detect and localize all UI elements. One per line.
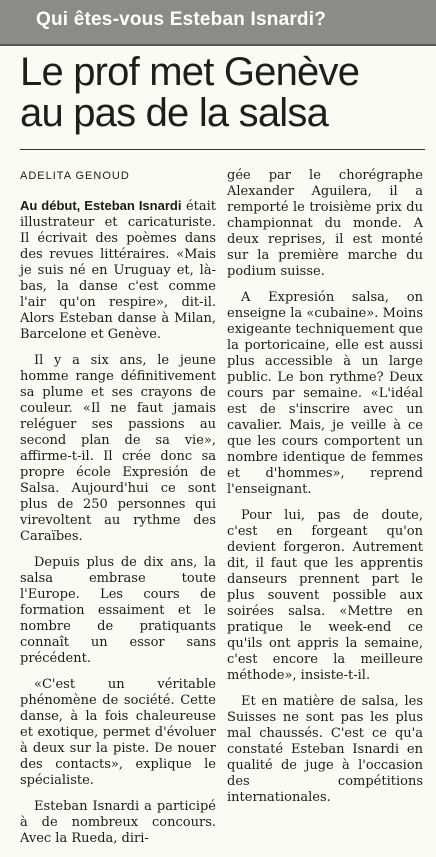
lead-in: Au début, Esteban Isnardi — [20, 198, 182, 213]
headline-line-2: au pas de la salsa — [20, 91, 329, 135]
kicker-title: Qui êtes-vous Esteban Isnardi? — [36, 9, 327, 30]
divider — [20, 149, 425, 150]
paragraph: Esteban Isnardi a participé à de nombreux concours. Avec la Rueda, diri- — [20, 799, 216, 846]
headline-line-1: Le prof met Genève — [20, 50, 360, 94]
paragraph — [20, 198, 216, 343]
byline: ADELITA GENOUD — [20, 170, 130, 182]
paragraph: A Expresión salsa, on enseigne la «cubaine». Moins exigeante techniquement que la portoricaine, elle est aussi plus accessible à un large public. Le bon rythme? Deux cours par semaine. «L'idéal est de s'inscrire avec un cavalier. Mais, je veille à ce que les cours comportent un nombre identique de femmes et d'hommes», reprend l'enseignant. — [227, 290, 423, 497]
paragraph: Depuis plus de dix ans, la salsa embrase toute l'Europe. Les cours de formation essaiment et le nombre de pratiquants connaît un essor sans précédent. — [20, 555, 216, 666]
column-right — [227, 168, 423, 816]
paragraph: «C'est un véritable phénomène de société. Cette danse, à la fois chaleureuse et exotique, permet d'évoluer à deux sur la piste. De nouer des contacts», explique le spécialiste. — [20, 677, 216, 788]
column-left — [20, 168, 216, 857]
paragraph-text: était illustrateur et caricaturiste. Il écrivait des poèmes dans des revues littéraires. «Mais je suis né en Uruguay et, là-bas, la danse c'est comme l'air qu'on respire», dit-il. Alors Esteban danse à Milan, Barcelone et Genève. — [20, 199, 216, 342]
paragraph: Pour lui, pas de doute, c'est en forgeant qu'on devient forgeron. Autrement dit, il faut que les apprentis danseurs prennent part le plus souvent possible aux soirées salsa. «Mettre en pratique le week-end ce qu'ils ont appris la semaine, c'est encore la meilleure méthode», insiste-t-il. — [227, 508, 423, 683]
paragraph: Et en matière de salsa, les Suisses ne sont pas les plus mal chaussés. C'est ce qu'a constaté Esteban Isnardi en qualité de juge à l'occasion des compétitions internationales. — [227, 694, 423, 805]
paragraph: gée par le chorégraphe Alexander Aguilera, il a remporté le troisième prix du championnat du monde. A deux reprises, il est monté sur la première marche du podium suisse. — [227, 168, 423, 279]
paragraph: Il y a six ans, le jeune homme range définitivement sa plume et ses crayons de couleur. «Il ne faut jamais reléguer ses passions au second plan de sa vie», affirme-t-il. Il crée donc sa propre école Expresión de Salsa. Aujourd'hui ce sont plus de 250 personnes qui virevoltent au rythme des Caraïbes. — [20, 353, 216, 544]
headline — [20, 52, 430, 134]
kicker-banner — [0, 0, 436, 46]
